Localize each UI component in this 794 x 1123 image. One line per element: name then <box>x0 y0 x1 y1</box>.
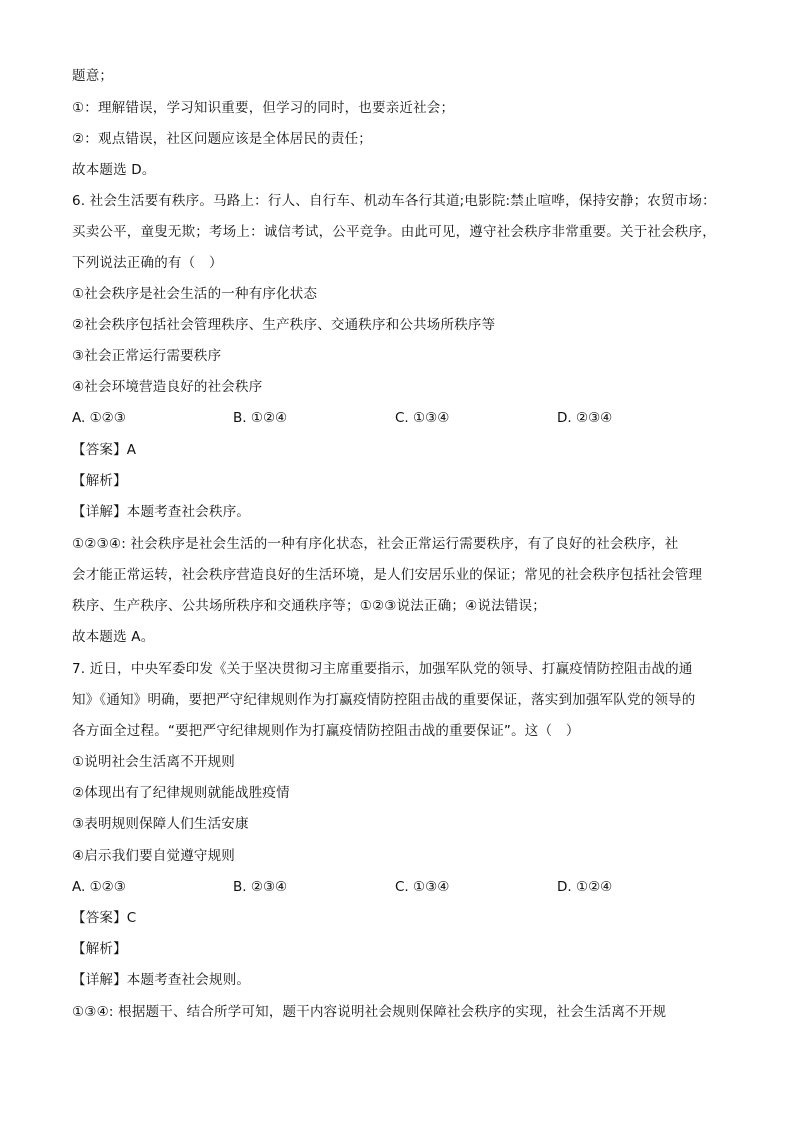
q7-statement: ③表明规则保障人们生活安康 <box>72 816 249 832</box>
q6-detail: 【详解】本题考查社会秩序。 <box>72 504 251 520</box>
q6-statement: ①社会秩序是社会生活的一种有序化状态 <box>72 286 318 302</box>
q6-option-d: D. ②③④ <box>557 410 613 426</box>
q7-detail: 【详解】本题考查社会规则。 <box>72 972 251 988</box>
q6-options <box>72 408 732 428</box>
q6-answer: 【答案】A <box>72 442 137 458</box>
q7-options <box>72 877 732 897</box>
q5-explain-line: ①：理解错误，学习知识重要，但学习的同时，也要亲近社会； <box>72 100 455 116</box>
q6-option-a: A. ①②③ <box>72 410 126 426</box>
q6-conclusion: 故本题选 A。 <box>72 629 155 645</box>
q7-statement: ④启示我们要自觉遵守规则 <box>72 848 236 864</box>
q5-explain-line: ②：观点错误，社区问题应该是全体居民的责任； <box>72 131 373 147</box>
q6-explain-line: 会才能正常运转，社会秩序营造良好的生活环境，是人们安居乐业的保证；常见的社会秩序包括社会管理 <box>72 567 703 583</box>
q7-analysis-label: 【解析】 <box>72 941 127 957</box>
q6-statement: ②社会秩序包括社会管理秩序、生产秩序、交通秩序和公共场所秩序等 <box>72 317 496 333</box>
q7-option-a: A. ①②③ <box>72 879 126 895</box>
q6-statement: ③社会正常运行需要秩序 <box>72 348 222 364</box>
q6-option-b: B. ①②④ <box>233 410 288 426</box>
q6-explain-line: ①②③④: 社会秩序是社会生活的一种有序化状态，社会正常运行需要秩序，有了良好的社会秩序，社 <box>72 536 679 552</box>
q7-stem-line: 知》《通知》明确，要把严守纪律规则作为打赢疫情防控阻击战的重要保证，落实到加强军队党的领导的 <box>72 692 696 708</box>
q6-explain-line: 秩序、生产秩序、公共场所秩序和交通秩序等；①②③说法正确；④说法错误； <box>72 598 546 614</box>
q6-statement: ④社会环境营造良好的社会秩序 <box>72 379 263 395</box>
q7-option-c: C. ①③④ <box>395 879 450 895</box>
q6-stem-line: 买卖公平，童叟无欺；考场上：诚信考试，公平竞争。由此可见，遵守社会秩序非常重要。关于社会秩序， <box>72 224 716 240</box>
q7-stem-line: 7. 近日，中央军委印发《关于坚决贯彻习主席重要指示，加强军队党的领导、打赢疫情防控阻击战的通 <box>72 661 693 677</box>
q5-conclusion: 故本题选 D。 <box>72 162 156 178</box>
q5-text-line: 题意； <box>72 68 114 84</box>
q7-explain-line: ①③④: 根据题干、结合所学可知，题干内容说明社会规则保障社会秩序的实现，社会生活离不开规 <box>72 1004 667 1020</box>
q6-option-c: C. ①③④ <box>395 410 450 426</box>
q7-option-b: B. ②③④ <box>233 879 288 895</box>
q6-stem-line: 下列说法正确的有（ ） <box>72 255 223 271</box>
q7-statement: ①说明社会生活离不开规则 <box>72 754 236 770</box>
q7-answer: 【答案】C <box>72 910 137 926</box>
q7-statement: ②体现出有了纪律规则就能战胜疫情 <box>72 785 290 801</box>
q7-option-d: D. ①②④ <box>557 879 613 895</box>
q7-stem-line: 各方面全过程。“要把严守纪律规则作为打赢疫情防控阻击战的重要保证”。这（ ） <box>72 723 580 739</box>
q6-analysis-label: 【解析】 <box>72 473 127 489</box>
q6-stem-line: 6. 社会生活要有秩序。马路上：行人、自行车、机动车各行其道;电影院:禁止喧哗，保持安静；农贸市场： <box>72 193 716 209</box>
